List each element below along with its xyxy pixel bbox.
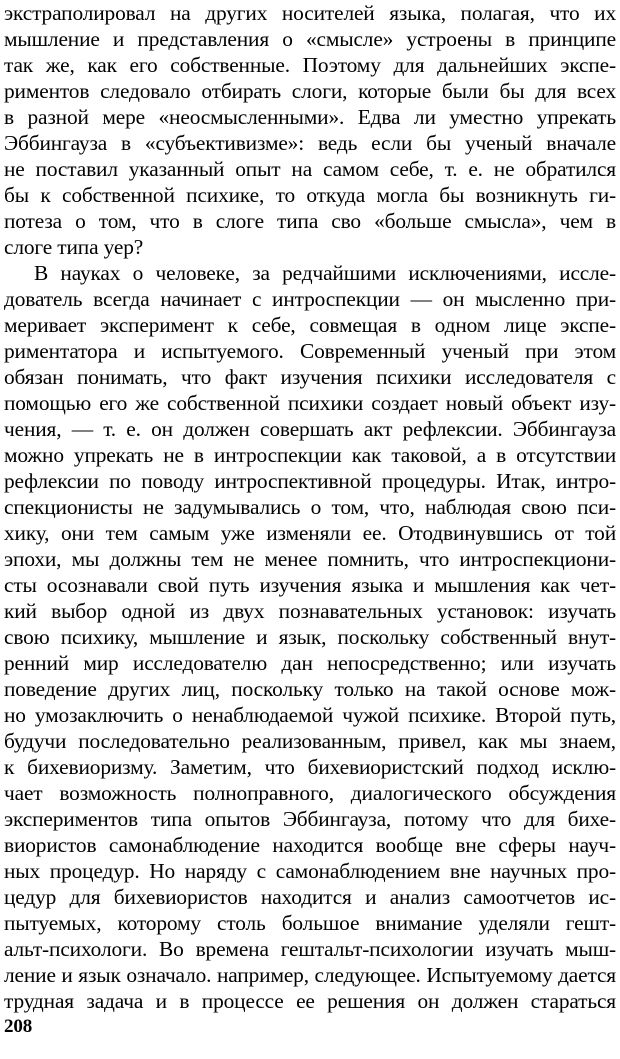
text-line: ление и язык означало. например, следующее. Испытуемому дается [4,963,616,987]
text-line: к бихевиоризму. Заметим, что бихевиористский подход исклю- [4,755,616,779]
text-line: риментов следовало отбирать слоги, которые были бы для всех [4,79,616,103]
page-number: 208 [4,1016,33,1037]
text-line: в разной мере «неосмысленными». Едва ли уместно упрекать [4,105,616,129]
book-page [4,0,616,1059]
text-line: сты осознавали свой путь изучения языка и мышления как чет- [4,573,616,597]
text-line: обязан понимать, что факт изучения психики исследователя с [4,365,616,389]
text-line: рефлексии по поводу интроспективной процедуры. Итак, интро- [4,469,616,493]
text-line: поведение других лиц, поскольку только на такой основе мож- [4,677,616,701]
text-line: экстраполировал на других носителей языка, полагая, что их [4,1,616,25]
text-line: кий выбор одной из двух познавательных установок: изучать [4,599,616,623]
text-line: чает возможность полноправного, диалогического обсуждения [4,781,616,805]
text-line: потеза о том, что в слоге типа сво «больше смысла», чем в [4,209,616,233]
text-line: Эббингауза в «субъективизме»: ведь если бы ученый вначале [4,131,616,155]
text-line: чения, — т. е. он должен совершать акт рефлексии. Эббингауза [4,417,616,441]
text-line: можно упрекать не в интроспекции как таковой, а в отсутствии [4,443,616,467]
text-line: будучи последовательно реализованным, привел, как мы знаем, [4,729,616,753]
text-line: бы к собственной психике, то откуда могла бы возникнуть ги- [4,183,616,207]
text-line: хику, они тем самым уже изменяли ее. Отодвинувшись от той [4,521,616,545]
text-line: В науках о человеке, за редчайшими исключениями, иссле- [34,261,616,285]
text-line: риментатора и испытуемого. Современный ученый при этом [4,339,616,363]
text-line: эпохи, мы должны тем не менее помнить, что интроспекциони- [4,547,616,571]
text-line: альт-психологи. Во времена гештальт-психологии изучать мыш- [4,937,616,961]
text-line: помощью его же собственной психики создает новый объект изу- [4,391,616,415]
text-line: не поставил указанный опыт на самом себе, т. е. не обратился [4,157,616,181]
text-line: пытуемых, которому столь большое внимание уделяли гешт- [4,911,616,935]
text-line: свою психику, мышление и язык, поскольку собственный внут- [4,625,616,649]
text-line: ренний мир исследователю дан непосредственно; или изучать [4,651,616,675]
text-line: экспериментов типа опытов Эббингауза, потому что для бихе- [4,807,616,831]
text-line: ных процедур. Но наряду с самонаблюдением вне научных про- [4,859,616,883]
text-line: меривает эксперимент к себе, совмещая в одном лице экспе- [4,313,616,337]
text-line: виористов самонаблюдение находится вообще вне сферы науч- [4,833,616,857]
text-line: мышление и представления о «смысле» устроены в принципе [4,27,616,51]
text-line: слоге типа уер? [4,235,144,259]
text-line: так же, как его собственные. Поэтому для дальнейших экспе- [4,53,616,77]
text-line: но умозаключить о ненаблюдаемой чужой психике. Второй путь, [4,703,616,727]
text-line: цедур для бихевиористов находится и анализ самоотчетов ис- [4,885,616,909]
text-line: спекционисты не задумывались о том, что, наблюдая свою пси- [4,495,616,519]
text-line: трудная задача и в процессе ее решения он должен стараться [4,989,616,1013]
text-line: дователь всегда начинает с интроспекции — он мысленно при- [4,287,616,311]
